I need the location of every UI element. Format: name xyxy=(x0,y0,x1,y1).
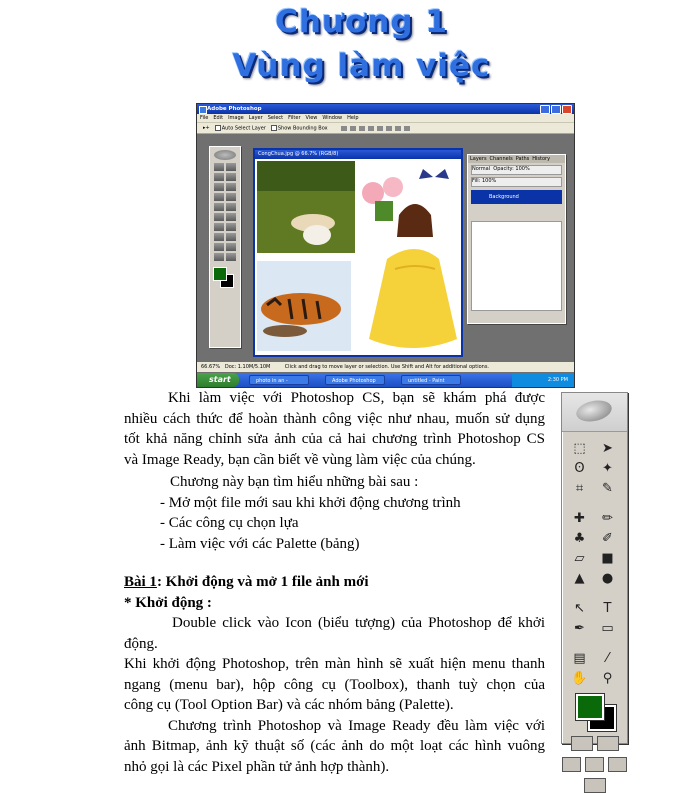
tiger xyxy=(261,293,341,325)
tool-palette-header xyxy=(562,393,627,432)
tab-layers: Layers xyxy=(470,156,487,162)
lesson-heading: Bài 1: Khởi động và mở 1 file ảnh mới * Khởi động : xyxy=(124,572,545,613)
toolbox-tools xyxy=(210,163,240,261)
menu-edit: Edit xyxy=(213,115,224,121)
layers-palette xyxy=(467,154,566,324)
lasso-icon: ʘ xyxy=(574,460,585,476)
shape-icon: ▭ xyxy=(601,620,614,636)
align-icons xyxy=(341,126,410,131)
menu-filter: Filter xyxy=(288,115,301,121)
menu-select: Select xyxy=(267,115,284,121)
slice-icon: ✎ xyxy=(602,480,613,496)
lesson-list xyxy=(160,472,540,554)
chapter-subtitle: Vùng làm việc xyxy=(232,48,491,84)
system-tray-clock: 2:30 PM xyxy=(512,373,574,387)
windows-taskbar xyxy=(197,373,574,387)
taskbar-item: Adobe Photoshop xyxy=(325,375,385,385)
menu-help: Help xyxy=(347,115,359,121)
screen-mode-icon xyxy=(562,757,581,772)
menu-layer: Layer xyxy=(248,115,263,121)
minimize-icon xyxy=(540,105,550,114)
screen-mode-buttons xyxy=(562,757,627,772)
clone-stamp-icon: ♣ xyxy=(573,530,586,546)
tab-paths: Paths xyxy=(515,156,530,162)
eraser-icon: ▱ xyxy=(574,550,585,566)
layers-tabs xyxy=(468,155,565,163)
move-icon: ➤ xyxy=(602,440,613,456)
tool-grid-3 xyxy=(562,600,627,636)
document-canvas xyxy=(255,159,461,353)
bounding-box-option: Show Bounding Box xyxy=(271,125,328,132)
mask-mode-buttons xyxy=(562,736,627,751)
photoshop-app-icon xyxy=(199,106,207,114)
menu-view: View xyxy=(305,115,318,121)
ps-menu-bar xyxy=(197,114,574,122)
startup-paragraph: Double click vào Icon (biểu tượng) của Photoshop để khởi động. Khi khởi động Photoshop, trên màn hình sẽ xuất hiện menu thanh ngang (menu bar), hộp công cụ (Toolbox), thanh tuỳ chọn của công cụ (Tool Option Bar) và các nhóm bảng (Palette). Chương trình Photoshop và Image Ready đều làm việc với ảnh Bitmap, ảnh kỹ thuật số (các ảnh do một loạt các hình vuông nhỏ gọi là các Pixel phần tử ảnh hợp thành). xyxy=(124,615,545,775)
toolbox-color-swatches xyxy=(213,267,237,287)
butterfly xyxy=(419,169,449,179)
maximize-icon xyxy=(551,105,561,114)
list-item: - Làm việc với các Palette (bảng) xyxy=(160,535,360,552)
screen-mode-icon xyxy=(608,757,627,772)
crop-icon: ⌗ xyxy=(575,480,584,496)
healing-brush-icon: ✚ xyxy=(574,510,585,526)
notes-icon: ▤ xyxy=(573,650,586,666)
rose-flowers xyxy=(362,182,384,204)
taskbar-item: photo in an - xyxy=(249,375,309,385)
start-button: start xyxy=(197,373,239,387)
magic-wand-icon: ✦ xyxy=(602,460,613,476)
auto-select-option: Auto Select Layer xyxy=(215,125,266,132)
eyedropper-icon: ⁄ xyxy=(606,650,609,666)
photoshop-screenshot xyxy=(196,103,575,388)
taskbar-item: untitled - Paint xyxy=(401,375,461,385)
layer-background: Background xyxy=(471,190,562,204)
screen-mode-icon xyxy=(585,757,604,772)
tool-grid xyxy=(562,440,627,496)
window-buttons xyxy=(540,105,572,114)
tab-history: History xyxy=(532,156,551,162)
blur-icon: ▲ xyxy=(574,570,585,586)
brush-icon: ✏ xyxy=(602,510,613,526)
quick-mask-icon xyxy=(597,736,619,751)
hand-icon: ✋ xyxy=(571,670,588,686)
menu-window: Window xyxy=(322,115,343,121)
close-icon xyxy=(562,105,572,114)
tool-grid-2 xyxy=(562,510,627,586)
section-subhead: * Khởi động : xyxy=(124,594,212,611)
type-icon: T xyxy=(603,600,612,616)
marquee-icon: ⬚ xyxy=(573,440,586,456)
tool-grid-4 xyxy=(562,650,627,686)
feather-icon xyxy=(574,397,613,424)
path-select-icon: ↖ xyxy=(574,600,585,616)
tab-channels: Channels xyxy=(489,156,513,162)
list-intro: Chương này bạn tìm hiểu những bài sau : xyxy=(170,474,419,490)
list-item: - Các công cụ chọn lựa xyxy=(160,515,299,531)
menu-file: File xyxy=(200,115,209,121)
history-brush-icon: ✐ xyxy=(602,530,613,546)
ps-title-bar xyxy=(197,104,574,114)
jump-to-buttons xyxy=(562,778,627,793)
ps-options-bar xyxy=(197,122,574,134)
layers-empty-area xyxy=(471,221,562,311)
menu-image: Image xyxy=(228,115,244,121)
document-window xyxy=(253,148,463,357)
checkbox-icon xyxy=(215,125,221,131)
layers-fill-row: Fill: 100% xyxy=(471,177,562,187)
chapter-title: Chương 1 xyxy=(275,4,448,40)
checkbox-icon xyxy=(271,125,277,131)
gradient-icon: ■ xyxy=(601,550,614,566)
document-title: CongChua.jpg @ 66.7% (RGB/8) xyxy=(255,150,461,159)
layers-mode-row: Normal Opacity: 100% xyxy=(471,165,562,175)
color-swatches xyxy=(574,694,616,730)
imageready-icon xyxy=(584,778,606,793)
feather-icon xyxy=(214,150,236,160)
dodge-icon: ● xyxy=(601,570,614,586)
pen-icon: ✒ xyxy=(574,620,585,636)
standard-mode-icon xyxy=(571,736,593,751)
ps-status-bar: 66.67% Doc: 1.10M/5.10M Click and drag to move layer or selection. Use Shift and Alt for additional options. xyxy=(197,362,574,372)
move-tool-icon: ▸+ xyxy=(203,125,210,131)
zoom-icon: ⚲ xyxy=(602,670,613,686)
list-item: - Mở một file mới sau khi khởi động chương trình xyxy=(160,494,461,511)
tool-palette xyxy=(561,392,628,744)
foreground-color xyxy=(576,694,604,720)
ps-window-title: Adobe Photoshop xyxy=(207,106,262,112)
intro-paragraph: Khi làm việc với Photoshop CS, bạn sẽ khám phá được nhiều cách thức để hoàn thành công việc như nhau, muốn sử dụng tốt khả năng chỉnh sửa ảnh của cả hai chương trình Photoshop CS và Image Ready, bạn cần biết về vùng làm việc của chúng. xyxy=(124,390,545,468)
ps-toolbox xyxy=(209,146,241,348)
